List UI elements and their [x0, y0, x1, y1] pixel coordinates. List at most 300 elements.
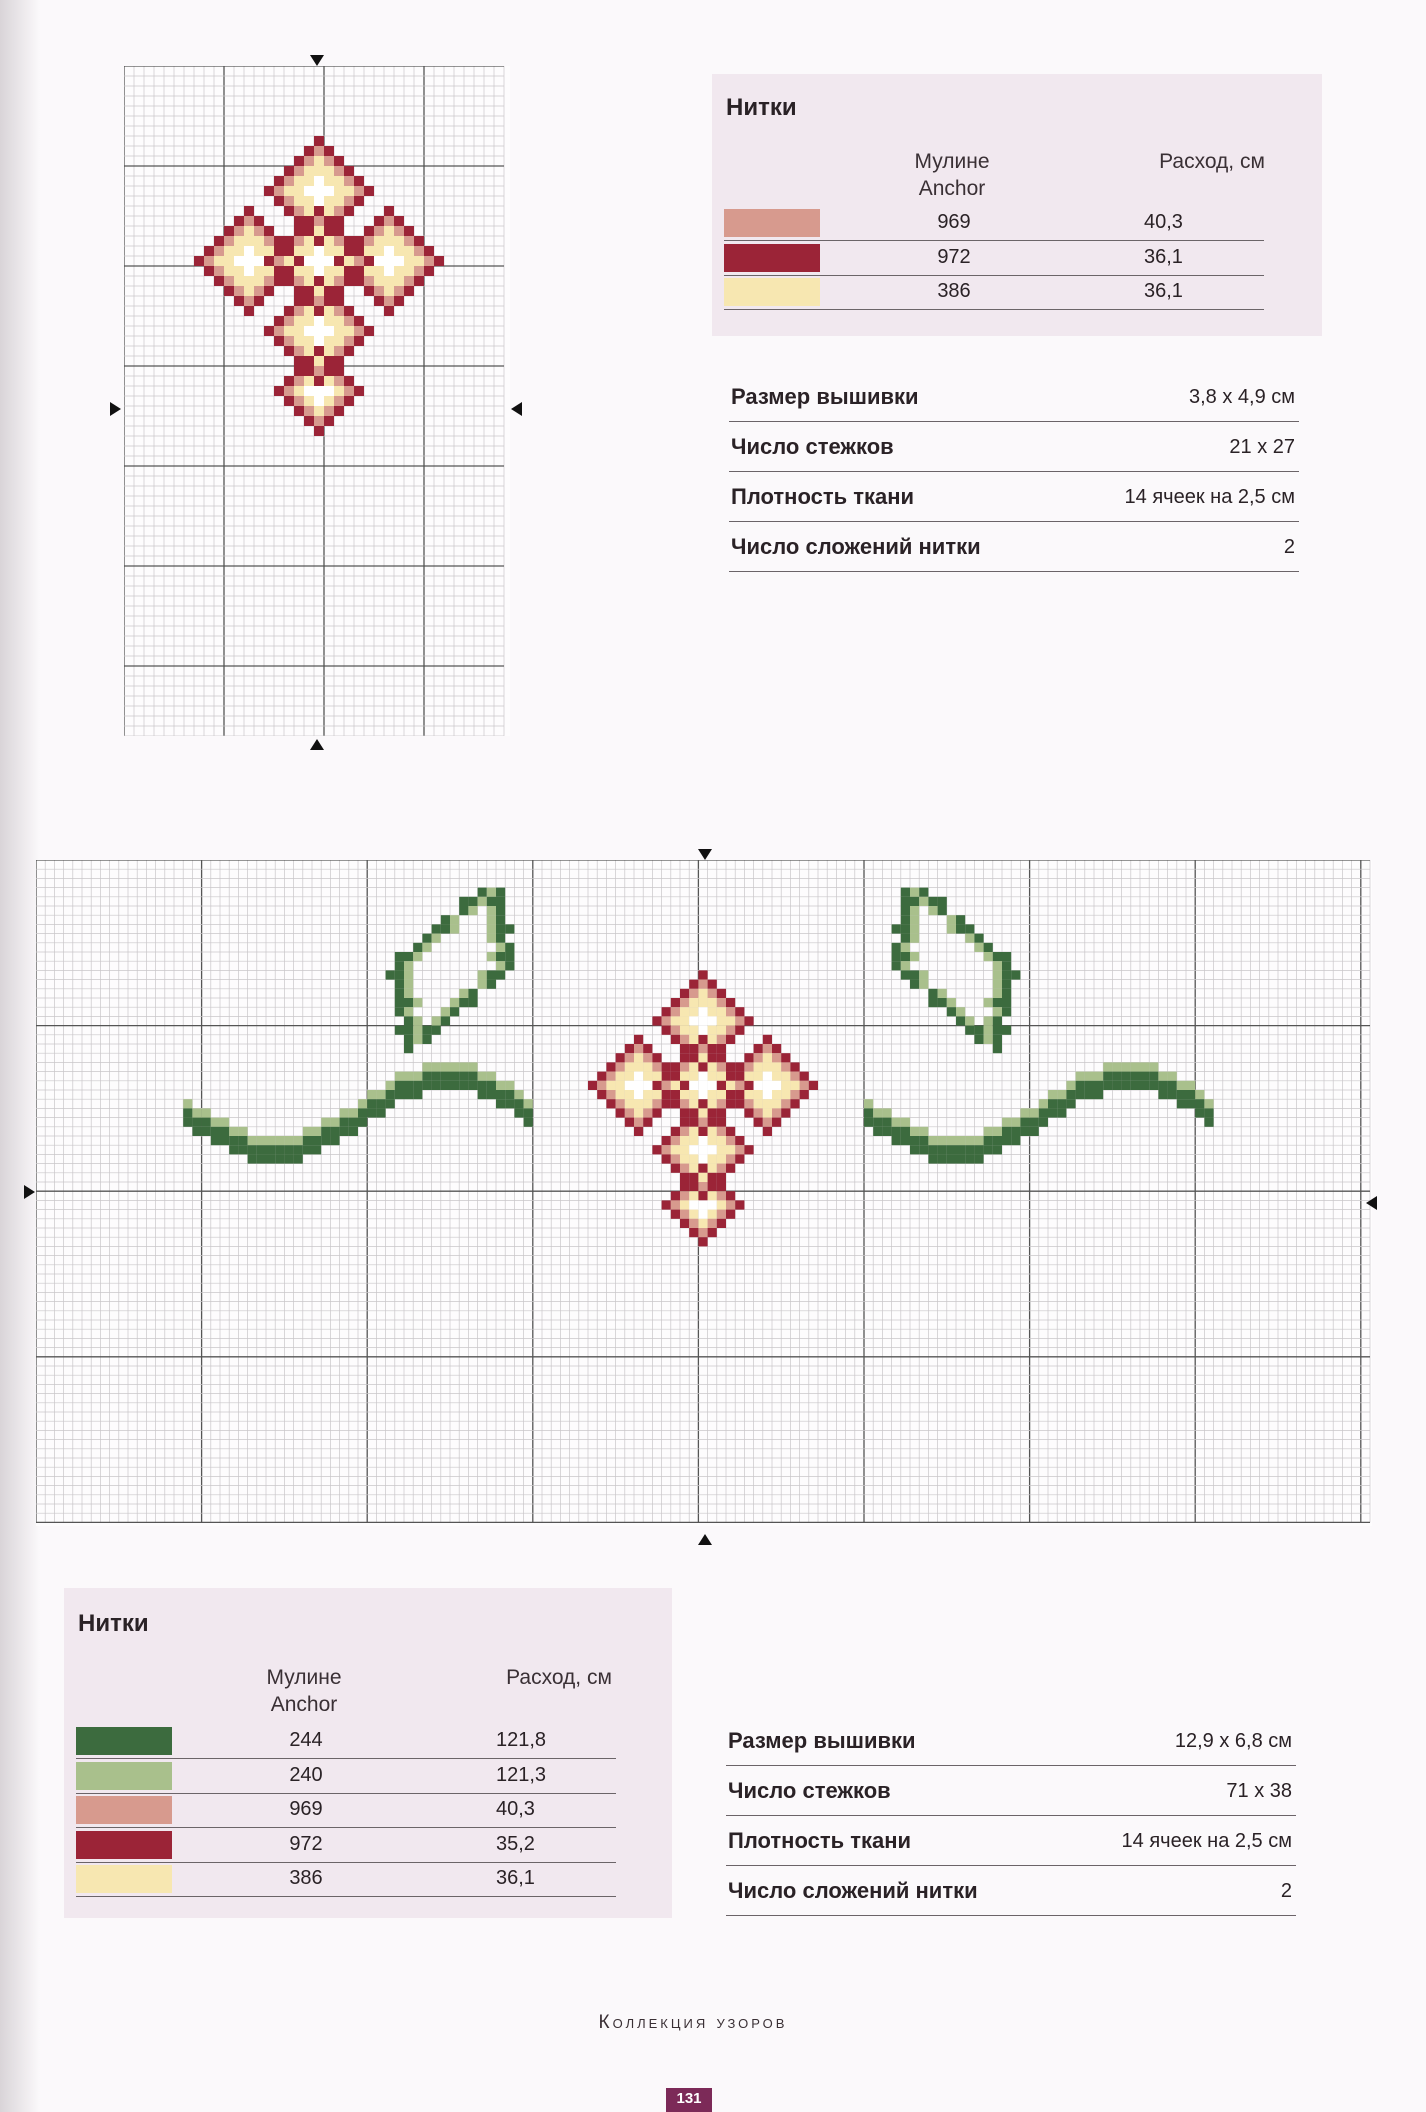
stitch [938, 989, 947, 998]
thread-length: 36,1 [1144, 280, 1183, 302]
stitch [974, 1035, 983, 1044]
stitch [698, 1118, 707, 1127]
stitch [717, 1026, 726, 1035]
stitch [344, 206, 354, 216]
stitch [993, 989, 1002, 998]
stitch [680, 989, 689, 998]
stitch [441, 915, 450, 924]
stitch [334, 246, 344, 256]
anchor-code: 969 [937, 211, 971, 233]
stitch [364, 256, 374, 266]
stitch [1168, 1081, 1177, 1090]
stitch [625, 1044, 634, 1053]
stitch [294, 386, 304, 396]
stitch [1002, 952, 1011, 961]
stitch [244, 206, 254, 216]
stitch [689, 980, 698, 989]
stitch [304, 266, 314, 276]
stitch [708, 1072, 717, 1081]
stitch [459, 1081, 468, 1090]
stitch [321, 1127, 330, 1136]
stitch [404, 286, 414, 296]
stitch [781, 1081, 790, 1090]
stitch [312, 1136, 321, 1145]
stitch [892, 1136, 901, 1145]
stitch [422, 934, 431, 943]
stitch [354, 386, 364, 396]
color-swatch [76, 1796, 172, 1824]
stitch [294, 406, 304, 416]
color-swatch [724, 278, 820, 306]
stitch [404, 1007, 413, 1016]
stitch [394, 256, 404, 266]
stitch [947, 1007, 956, 1016]
stitch [754, 1118, 763, 1127]
stitch [1057, 1099, 1066, 1108]
stitch [514, 1108, 523, 1117]
stitch [238, 1127, 247, 1136]
stitch [459, 1062, 468, 1071]
stitch [304, 206, 314, 216]
stitch [1085, 1072, 1094, 1081]
stitch [264, 286, 274, 296]
stitch [625, 1072, 634, 1081]
stitch [901, 943, 910, 952]
stitch [424, 256, 434, 266]
stitch [928, 1145, 937, 1154]
stitch [422, 1081, 431, 1090]
stitch [717, 1044, 726, 1053]
stitch [910, 1136, 919, 1145]
stitch [294, 376, 304, 386]
stitch [422, 1026, 431, 1035]
stitch [689, 1200, 698, 1209]
color-swatch [724, 209, 820, 237]
stitch [367, 1108, 376, 1117]
stitch [459, 906, 468, 915]
stitch [643, 1044, 652, 1053]
color-swatch [76, 1865, 172, 1893]
stitch [1195, 1090, 1204, 1099]
stitch [956, 1016, 965, 1025]
stitch [254, 226, 264, 236]
stitch [956, 1154, 965, 1163]
stitch [432, 1062, 441, 1071]
stitch [1168, 1090, 1177, 1099]
stitch [358, 1099, 367, 1108]
stitch [264, 236, 274, 246]
stitch [414, 266, 424, 276]
stitch [274, 236, 284, 246]
stitch [1076, 1081, 1085, 1090]
stitch [974, 1154, 983, 1163]
stitch [404, 1072, 413, 1081]
stitch [1103, 1081, 1112, 1090]
stitch [708, 1173, 717, 1182]
stitch [717, 998, 726, 1007]
stitch [324, 186, 334, 196]
stitch [993, 970, 1002, 979]
stitch [708, 1145, 717, 1154]
stitch [441, 1007, 450, 1016]
stitch [496, 961, 505, 970]
thread-length: 36,1 [496, 1867, 535, 1889]
stitch [625, 1108, 634, 1117]
stitch [652, 1145, 661, 1154]
stitch [1076, 1072, 1085, 1081]
stitch [450, 998, 459, 1007]
stitch [956, 924, 965, 933]
stitch [698, 1108, 707, 1117]
stitch [496, 897, 505, 906]
stitch [680, 1090, 689, 1099]
stitch [754, 1044, 763, 1053]
spec-row-stitches [726, 1766, 1296, 1816]
stitch [947, 915, 956, 924]
stitch [671, 1062, 680, 1071]
stitch [386, 1090, 395, 1099]
stitch [597, 1072, 606, 1081]
stitch [324, 336, 334, 346]
stitch [965, 924, 974, 933]
anchor-code: 972 [289, 1832, 323, 1855]
stitch [717, 1173, 726, 1182]
stitch [220, 1127, 229, 1136]
stitch [680, 1007, 689, 1016]
stitch [478, 888, 487, 897]
stitch [698, 1026, 707, 1035]
stitch [344, 336, 354, 346]
stitch [947, 1154, 956, 1163]
stitch [254, 246, 264, 256]
stitch [284, 166, 294, 176]
stitch [214, 256, 224, 266]
stitch [597, 1081, 606, 1090]
stitch [487, 897, 496, 906]
stitch [754, 1099, 763, 1108]
stitch [340, 1108, 349, 1117]
stitch [680, 1219, 689, 1228]
stitch [314, 296, 324, 306]
stitch [634, 1081, 643, 1090]
stitch [689, 1210, 698, 1219]
stitch [901, 970, 910, 979]
spec-label: Размер вышивки [728, 1728, 916, 1753]
stitch [394, 266, 404, 276]
stitch [763, 1081, 772, 1090]
stitch [324, 406, 334, 416]
stitch [364, 226, 374, 236]
stitch [324, 226, 334, 236]
stitch [264, 226, 274, 236]
stitch [344, 326, 354, 336]
stitch [234, 256, 244, 266]
stitch [487, 1072, 496, 1081]
thread-title: Нитки [78, 1610, 149, 1637]
stitch [606, 1090, 615, 1099]
stitch [294, 1145, 303, 1154]
stitch [1066, 1090, 1075, 1099]
stitch [432, 1072, 441, 1081]
stitch [708, 1191, 717, 1200]
stitch [680, 1026, 689, 1035]
stitch [294, 246, 304, 256]
stitch [394, 216, 404, 226]
stitch [735, 1154, 744, 1163]
stitch [606, 1099, 615, 1108]
stitch [671, 1007, 680, 1016]
stitch [1112, 1081, 1121, 1090]
stitch [662, 1081, 671, 1090]
stitch [956, 1145, 965, 1154]
spec-value: 21 х 27 [1229, 436, 1295, 458]
stitch [689, 1081, 698, 1090]
stitch [404, 1016, 413, 1025]
stitch [1011, 970, 1020, 979]
stitch [965, 1016, 974, 1025]
stitch [984, 952, 993, 961]
thread-row [76, 1793, 616, 1828]
stitch [505, 1090, 514, 1099]
stitch [413, 952, 422, 961]
stitch [616, 1090, 625, 1099]
stitch [386, 1099, 395, 1108]
stitch [698, 1072, 707, 1081]
center-marker-bottom [698, 1534, 712, 1545]
stitch [394, 296, 404, 306]
thread-length: 121,8 [496, 1729, 547, 1751]
stitch [744, 1062, 753, 1071]
stitch [374, 286, 384, 296]
anchor-code: 969 [289, 1798, 323, 1820]
stitch [432, 924, 441, 933]
stitch [1149, 1062, 1158, 1071]
stitch [1122, 1072, 1131, 1081]
stitch [763, 1108, 772, 1117]
stitch [1149, 1072, 1158, 1081]
anchor-code: 386 [937, 280, 971, 302]
stitch [404, 1081, 413, 1090]
stitch [928, 1136, 937, 1145]
stitch [910, 897, 919, 906]
stitch [643, 1081, 652, 1090]
stitch [1204, 1108, 1213, 1117]
stitch [478, 1090, 487, 1099]
stitch [220, 1136, 229, 1145]
stitch [505, 1099, 514, 1108]
stitch [314, 246, 324, 256]
stitch [717, 1062, 726, 1071]
stitch [354, 186, 364, 196]
stitch [248, 1136, 257, 1145]
stitch [364, 276, 374, 286]
stitch [524, 1108, 533, 1117]
stitch [413, 1035, 422, 1044]
stitch [324, 166, 334, 176]
stitch [662, 1072, 671, 1081]
stitch [864, 1108, 873, 1117]
stitch [1039, 1099, 1048, 1108]
stitch [314, 346, 324, 356]
stitch [340, 1118, 349, 1127]
stitch [689, 1007, 698, 1016]
stitch [274, 386, 284, 396]
stitch [698, 1164, 707, 1173]
stitch [275, 1145, 284, 1154]
stitch [1103, 1062, 1112, 1071]
stitch [901, 906, 910, 915]
stitch [257, 1136, 266, 1145]
stitch [238, 1145, 247, 1154]
stitch [643, 1090, 652, 1099]
stitch [413, 1090, 422, 1099]
stitch [1122, 1081, 1131, 1090]
stitch [404, 1090, 413, 1099]
stitch [294, 176, 304, 186]
stitch [717, 1145, 726, 1154]
stitch [294, 156, 304, 166]
spec-row-density [726, 1816, 1296, 1866]
stitch [394, 246, 404, 256]
stitch [234, 266, 244, 276]
stitch [698, 1090, 707, 1099]
stitch [364, 326, 374, 336]
stitch [708, 1228, 717, 1237]
stitch [772, 1044, 781, 1053]
stitch [1140, 1062, 1149, 1071]
stitch [1140, 1081, 1149, 1090]
stitch [606, 1081, 615, 1090]
stitch [234, 226, 244, 236]
stitch [726, 1062, 735, 1071]
stitch [864, 1099, 873, 1108]
stitch [726, 1210, 735, 1219]
stitch [294, 216, 304, 226]
stitch [781, 1099, 790, 1108]
stitch [726, 1200, 735, 1209]
stitch [211, 1136, 220, 1145]
stitch [364, 286, 374, 296]
stitch [304, 296, 314, 306]
stitch [404, 1035, 413, 1044]
stitch [993, 1016, 1002, 1025]
stitch [349, 1118, 358, 1127]
stitch [294, 226, 304, 236]
stitch [689, 1182, 698, 1191]
stitch [901, 924, 910, 933]
cross-stitch-chart-knot-with-bow [36, 860, 1372, 1526]
stitch [1195, 1099, 1204, 1108]
stitch [441, 1072, 450, 1081]
stitch [224, 276, 234, 286]
stitch [1131, 1062, 1140, 1071]
stitch [938, 998, 947, 1007]
stitch [735, 1072, 744, 1081]
stitch [680, 1081, 689, 1090]
stitch [1002, 989, 1011, 998]
stitch [314, 136, 324, 146]
stitch [662, 1136, 671, 1145]
stitch [892, 1127, 901, 1136]
stitch [324, 266, 334, 276]
stitch [487, 915, 496, 924]
stitch [1112, 1072, 1121, 1081]
stitch [478, 1072, 487, 1081]
stitch [264, 266, 274, 276]
chart-grid-bottom [36, 860, 1372, 1526]
stitch [324, 156, 334, 166]
stitch [910, 934, 919, 943]
stitch [680, 998, 689, 1007]
stitch [680, 1044, 689, 1053]
stitch [314, 366, 324, 376]
stitch [354, 276, 364, 286]
stitch [274, 276, 284, 286]
stitch [708, 1164, 717, 1173]
stitch [413, 943, 422, 952]
stitch [726, 1035, 735, 1044]
stitch [324, 326, 334, 336]
stitch [671, 1154, 680, 1163]
thread-row [76, 1828, 616, 1863]
stitch [1002, 980, 1011, 989]
stitch [324, 216, 334, 226]
stitch [344, 316, 354, 326]
stitch [376, 1099, 385, 1108]
stitch [616, 1108, 625, 1117]
stitch [314, 286, 324, 296]
stitch [974, 1026, 983, 1035]
stitch [422, 1072, 431, 1081]
stitch [680, 1191, 689, 1200]
stitch [1020, 1108, 1029, 1117]
stitch [314, 376, 324, 386]
stitch [717, 1210, 726, 1219]
stitch [698, 1191, 707, 1200]
stitch [717, 1200, 726, 1209]
stitch [414, 256, 424, 266]
stitch [254, 216, 264, 226]
stitch [708, 1035, 717, 1044]
stitch [244, 296, 254, 306]
stitch [229, 1136, 238, 1145]
stitch [344, 166, 354, 176]
stitch [334, 356, 344, 366]
stitch [374, 256, 384, 266]
stitch [294, 1136, 303, 1145]
stitch [450, 1062, 459, 1071]
stitch [274, 246, 284, 256]
stitch [257, 1145, 266, 1154]
thread-row [724, 241, 1264, 276]
stitch [314, 326, 324, 336]
stitch [698, 980, 707, 989]
stitch [1131, 1072, 1140, 1081]
stitch [304, 236, 314, 246]
stitch [717, 1118, 726, 1127]
stitch [496, 970, 505, 979]
stitch [800, 1072, 809, 1081]
stitch [754, 1108, 763, 1117]
stitch [708, 1127, 717, 1136]
stitch [680, 1118, 689, 1127]
stitch [634, 1099, 643, 1108]
stitch [314, 236, 324, 246]
stitch [404, 970, 413, 979]
stitch [1020, 1118, 1029, 1127]
stitch [606, 1072, 615, 1081]
stitch [505, 943, 514, 952]
